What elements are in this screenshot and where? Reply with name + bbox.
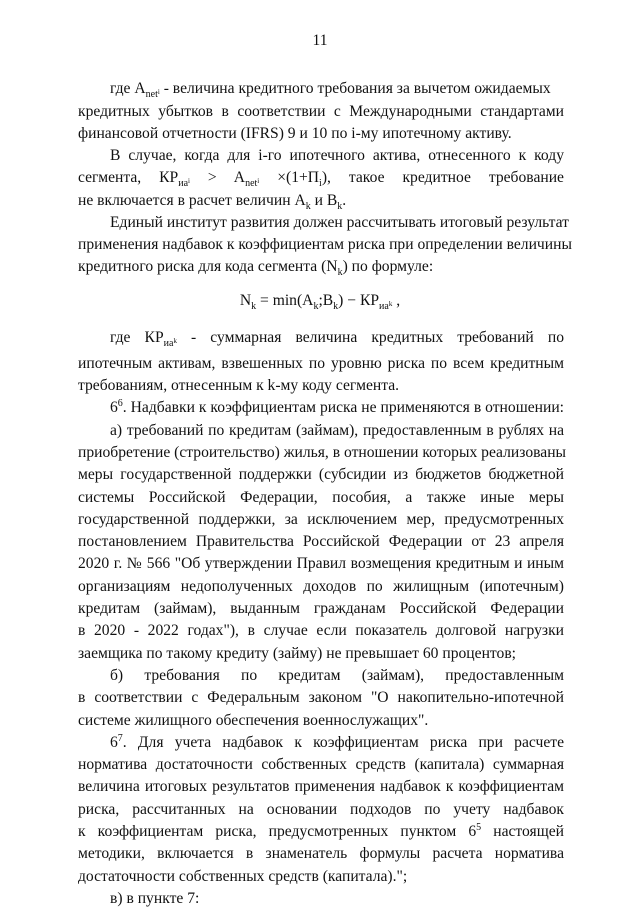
text-line: где $A_{net^i}$ - величина кредитного требования за вычетом ожидаемых	[110, 80, 551, 100]
text-line: финансовой отчетности (IFRS) 9 и 10 по i-му ипотечному активу.	[78, 125, 512, 142]
text-line: В случае, когда для i-го ипотечного актива, отнесенного к коду	[110, 147, 564, 164]
page-number: 11	[312, 32, 328, 49]
text-line: в 2020 - 2022 годах"), в случае если показатель долговой нагрузки	[78, 622, 564, 639]
text-line: где $КР_{иа^k}$ - суммарная величина кредитных требований по	[110, 329, 564, 349]
text-line: в) в пункте 7:	[110, 890, 200, 907]
text-line: заемщика по такому кредиту (займу) не превышает 60 процентов;	[78, 645, 517, 662]
text-line: а) требований по кредитам (займам), предоставленным в рублях на	[110, 422, 564, 439]
text-line: меры государственной поддержки (субсидии из бюджетов бюджетной	[78, 466, 564, 483]
text-line: ипотечным активам, взвешенных по уровню риска по всем кредитным	[78, 355, 564, 372]
text-line: к коэффициентам риска, предусмотренных пунктом $6^5$ настоящей	[78, 822, 564, 840]
text-line: кредитных убытков в соответствии с Международными стандартами	[78, 103, 564, 120]
text-line: в соответствии с Федеральным законом "О накопительно-ипотечной	[78, 689, 564, 706]
text-line: системе жилищного обеспечения военнослужащих".	[78, 712, 429, 729]
text-line: 2020 г. № 566 "Об утверждении Правил возмещения кредитным и иным	[78, 555, 564, 572]
text-line: государственной поддержки, за исключением мер, предусмотренных	[78, 511, 564, 528]
text-line: кредитного риска для кода сегмента $(N_k)$ по формуле:	[78, 258, 434, 278]
text-line: Единый институт развития должен рассчитывать итоговый результат	[110, 214, 569, 231]
text-line: постановлением Правительства Российской Федерации от 23 апреля	[78, 533, 564, 550]
text-line: риска, рассчитанных на основании подходов по учету надбавок	[78, 801, 564, 818]
text-line: величина итоговых результатов применения надбавок к коэффициентам	[78, 778, 564, 795]
text-line: $6^6$. Надбавки к коэффициентам риска не применяются в отношении:	[110, 398, 564, 416]
text-line: организациям недополученных доходов по жилищным (ипотечным)	[78, 578, 564, 595]
text-line: норматива достаточности собственных средств (капитала) суммарная	[78, 756, 564, 773]
text-line: требованиям, отнесенным к k-му коду сегмента.	[78, 377, 400, 394]
text-line: методики, включается в знаменатель формулы расчета норматива	[78, 845, 564, 862]
text-line: приобретение (строительство) жилья, в отношении которых реализованы	[78, 444, 567, 461]
text-line: применения надбавок к коэффициентам риска при определении величины	[78, 236, 572, 253]
text-line: б) требования по кредитам (займам), предоставленным	[110, 667, 564, 684]
text-line: достаточности собственных средств (капитала).";	[78, 868, 408, 885]
text-line: системы Российской Федерации, пособия, а также иные меры	[78, 489, 564, 506]
text-line: не включается в расчет величин $A_k$ и $B_k$.	[78, 192, 347, 212]
text-line: $6^7$. Для учета надбавок к коэффициентам риска при расчете	[110, 733, 564, 751]
text-line: кредитам (займам), выданным гражданам Российской Федерации	[78, 600, 564, 617]
text-line: сегмента, $КР_{иа^i} > A_{net^i} \times(1+П_i)$, такое кредитное требование	[78, 169, 564, 189]
formula: $N_k$ = $\min(A_k;B_k) - КР_{иа^k}$ ,	[239, 292, 401, 312]
